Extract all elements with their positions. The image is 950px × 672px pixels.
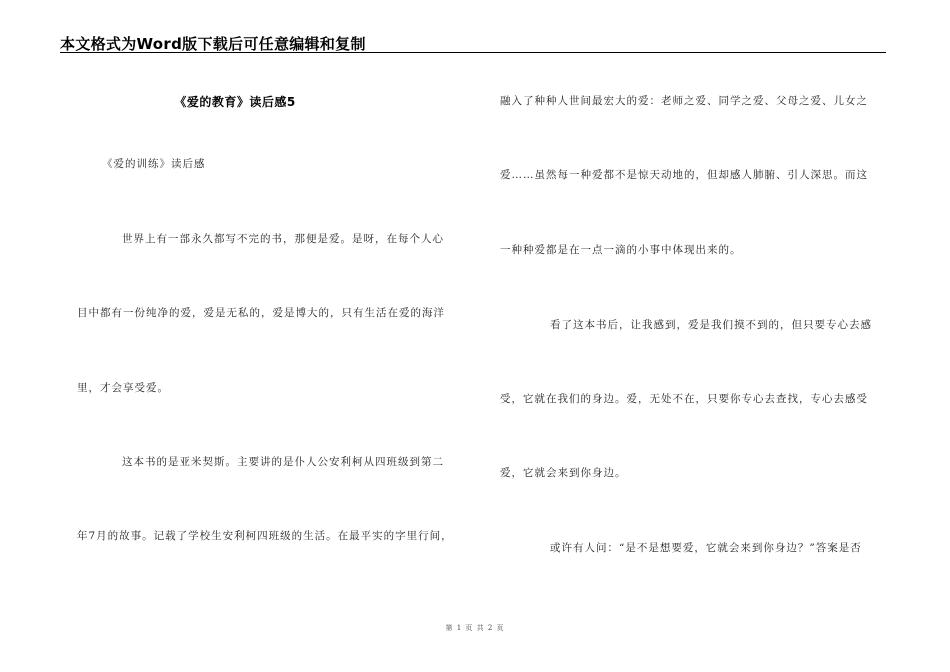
header-banner: 本文格式为Word版下载后可任意编辑和复制 [60,35,366,53]
paragraph-line: 《爱的训练》读后感 [102,158,206,170]
paragraph-line: 这本书的是亚米契斯。主要讲的是仆人公安利柯从四班级到第二 [122,456,444,468]
header-rule [60,52,886,53]
page-number-footer: 第 1 页 共 2 页 [445,624,505,632]
paragraph-line: 爱……虽然每一种爱都不是惊天动地的，但却感人肺腑、引人深思。而这 [500,169,868,181]
paragraph-line: 融入了种种人世间最宏大的爱：老师之爱、同学之爱、父母之爱、儿女之 [500,95,868,107]
paragraph-line: 或许有人问：“是不是想要爱，它就会来到你身边？”答案是否 [550,542,862,554]
paragraph-line: 里，才会享受爱。 [77,382,169,394]
paragraph-line: 一种种爱都是在一点一滴的小事中体现出来的。 [500,244,742,256]
paragraph-line: 爱，它就会来到你身边。 [500,467,627,479]
paragraph-line: 年7月的故事。记载了学校生安利柯四班级的生活。在最平实的字里行间， [77,530,453,542]
document-title: 《爱的教育》读后感5 [174,95,296,109]
paragraph-line: 目中都有一份纯净的爱，爱是无私的，爱是博大的，只有生活在爱的海洋 [77,307,445,319]
paragraph-line: 世界上有一部永久都写不完的书，那便是爱。是呀，在每个人心 [122,233,444,245]
paragraph-line: 看了这本书后，让我感到，爱是我们摸不到的，但只要专心去感 [550,319,872,331]
paragraph-line: 受，它就在我们的身边。爱，无处不在，只要你专心去查找，专心去感受 [500,393,868,405]
